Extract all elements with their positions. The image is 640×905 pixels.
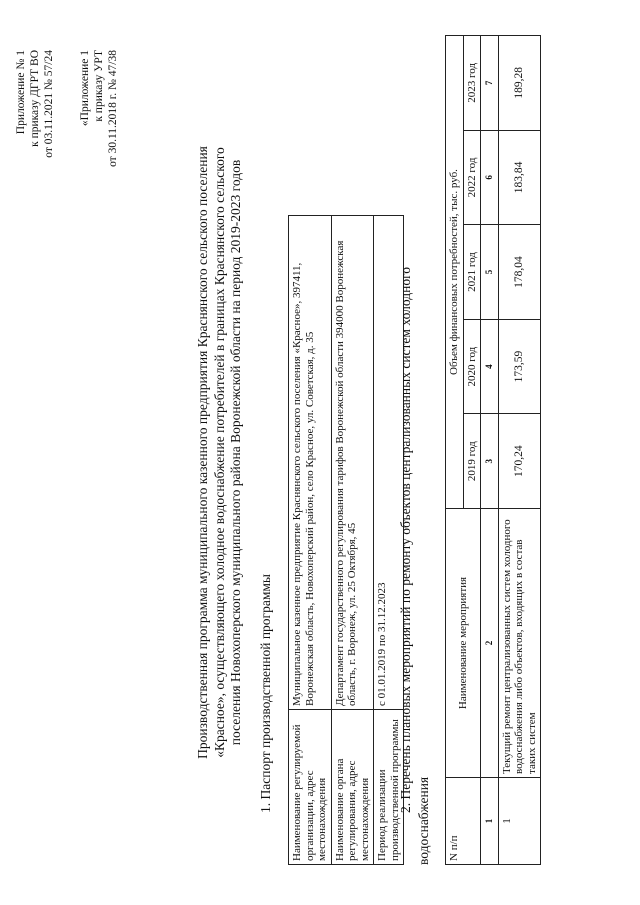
header-year: 2019 год xyxy=(463,414,481,509)
annex-2-line: «Приложение 1 xyxy=(79,50,91,127)
section-2-heading-line1: 2. Перечень плановых мероприятий по ремонту объектов централизованных систем холодного xyxy=(398,266,413,813)
annex-1-line: Приложение № 1 xyxy=(15,50,27,135)
header-num: N п/п xyxy=(446,778,481,865)
program-title xyxy=(195,0,245,905)
row-value: 170,24 xyxy=(498,414,541,509)
passport-value: Муниципальное казенное предприятие Краснянского сельского поселения «Красное», 397411, Воронежская область, Новохоперский район, село Красное, ул. Советская, д. 35 xyxy=(289,216,332,710)
passport-label: Период реализации производственной программы xyxy=(374,710,404,865)
header-name: Наименование мероприятия xyxy=(446,509,481,778)
header-year: 2020 год xyxy=(463,319,481,414)
title-line: «Красное», осуществляющего холодное водоснабжение потребителей в границах Краснянского сельского xyxy=(211,147,227,758)
passport-value: с 01.01.2019 по 31.12.2023 xyxy=(374,216,404,710)
numbering-cell: 2 xyxy=(481,509,499,778)
numbering-cell: 5 xyxy=(481,225,499,320)
header-group: Объем финансовых потребностей, тыс. руб. xyxy=(446,36,464,509)
section-2-heading-line2: водоснабжения xyxy=(416,776,431,865)
passport-label: Наименование органа регулирования, адрес местонахождения xyxy=(331,710,374,865)
row-value: 183,84 xyxy=(498,130,541,225)
section-1-heading: 1. Паспорт производственной программы xyxy=(258,574,273,813)
numbering-cell: 6 xyxy=(481,130,499,225)
row-num: 1 xyxy=(498,778,541,865)
annex-2-line: к приказу УРТ xyxy=(93,50,105,122)
measures-table xyxy=(445,35,541,865)
passport-row xyxy=(289,216,332,865)
annex-1 xyxy=(14,50,56,158)
passport-label: Наименование регулируемой организации, адрес местонахождения xyxy=(289,710,332,865)
header-year: 2022 год xyxy=(463,130,481,225)
title-line: Производственная программа муниципального казенного предприятия Краснянского сельского поселения xyxy=(195,146,210,759)
passport-row xyxy=(331,216,374,865)
annex-2 xyxy=(78,50,120,167)
title-line: поселения Новохоперского муниципального района Воронежской области на период 2019-2023 годов xyxy=(228,159,243,746)
annex-1-line: к приказу ДГРТ ВО xyxy=(29,50,41,147)
table-row xyxy=(498,36,541,865)
numbering-row xyxy=(481,36,499,865)
row-name: Текущий ремонт централизованных систем холодного водоснабжения либо объектов, входящих в состав таких систем xyxy=(498,509,541,778)
header-year: 2021 год xyxy=(463,225,481,320)
passport-value: Департамент государственного регулирования тарифов Воронежской области 394000 Воронежская область, г. Воронеж, ул. 25 Октября, 45 xyxy=(331,216,374,710)
numbering-cell: 1 xyxy=(481,778,499,865)
row-value: 189,28 xyxy=(498,36,541,131)
numbering-cell: 7 xyxy=(481,36,499,131)
header-year: 2023 год xyxy=(463,36,481,131)
row-value: 173,59 xyxy=(498,319,541,414)
numbering-cell: 4 xyxy=(481,319,499,414)
annex-2-line: от 30.11.2018 г. № 47/38 xyxy=(107,50,119,167)
passport-table xyxy=(288,215,404,865)
row-value: 178,04 xyxy=(498,225,541,320)
numbering-cell: 3 xyxy=(481,414,499,509)
annex-1-line: от 03.11.2021 № 57/24 xyxy=(43,50,55,158)
